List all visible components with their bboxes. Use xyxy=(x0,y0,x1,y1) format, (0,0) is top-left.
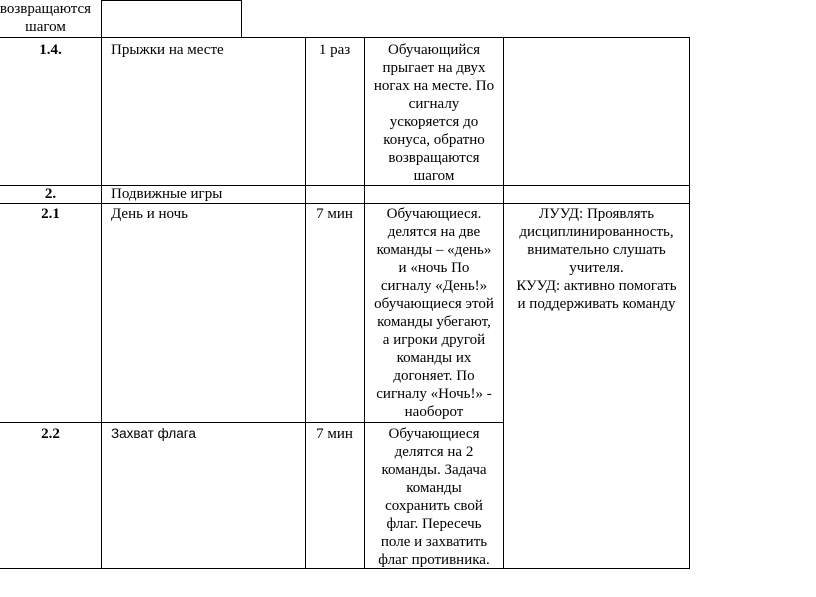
exercise-description: Обучающиеся делятся на 2 команды. Задача команды сохранить свой флаг. Пересечь поле и захватить флаг противника. xyxy=(378,426,490,568)
table-border xyxy=(0,422,503,423)
table-border xyxy=(0,37,690,38)
section-name: Подвижные игры xyxy=(111,186,223,202)
table-border xyxy=(0,185,690,186)
table-border xyxy=(101,0,102,37)
table-border xyxy=(101,0,242,1)
dose: 7 мин xyxy=(316,206,353,222)
table-border xyxy=(0,568,690,569)
dose: 1 раз xyxy=(318,42,351,58)
table-border xyxy=(0,203,690,204)
exercise-description: Обучающиеся. делятся на две команды – «день» и «ночь По сигналу «День!» обучающиеся этой команды убегают, а игроки другой команды их догоняет. По сигналу «Ночь!» - наоборот xyxy=(374,206,494,420)
exercise-name: День и ночь xyxy=(111,206,188,222)
exercise-description: Обучающийся прыгает на двух ногах на месте. По сигналу ускоряется до конуса, обратно возвращаются шагом xyxy=(373,42,495,184)
top-partial-cell-text: возвращаются шагом xyxy=(0,1,92,35)
table-border xyxy=(241,0,242,37)
table-border xyxy=(305,37,306,569)
table-border xyxy=(101,37,102,569)
row-number: 2.1 xyxy=(41,206,60,222)
dose: 7 мин xyxy=(316,426,353,442)
table-border xyxy=(689,37,690,569)
exercise-name: Захват флага xyxy=(111,426,196,441)
exercise-name: Прыжки на месте xyxy=(111,42,224,58)
row-number: 2. xyxy=(44,186,57,202)
uud-description: ЛУУД: Проявлять дисциплинированность, внимательно слушать учителя. КУУД: активно помогать и поддерживать команду xyxy=(516,206,677,312)
row-number: 1.4. xyxy=(39,42,62,58)
row-number: 2.2 xyxy=(41,426,60,442)
